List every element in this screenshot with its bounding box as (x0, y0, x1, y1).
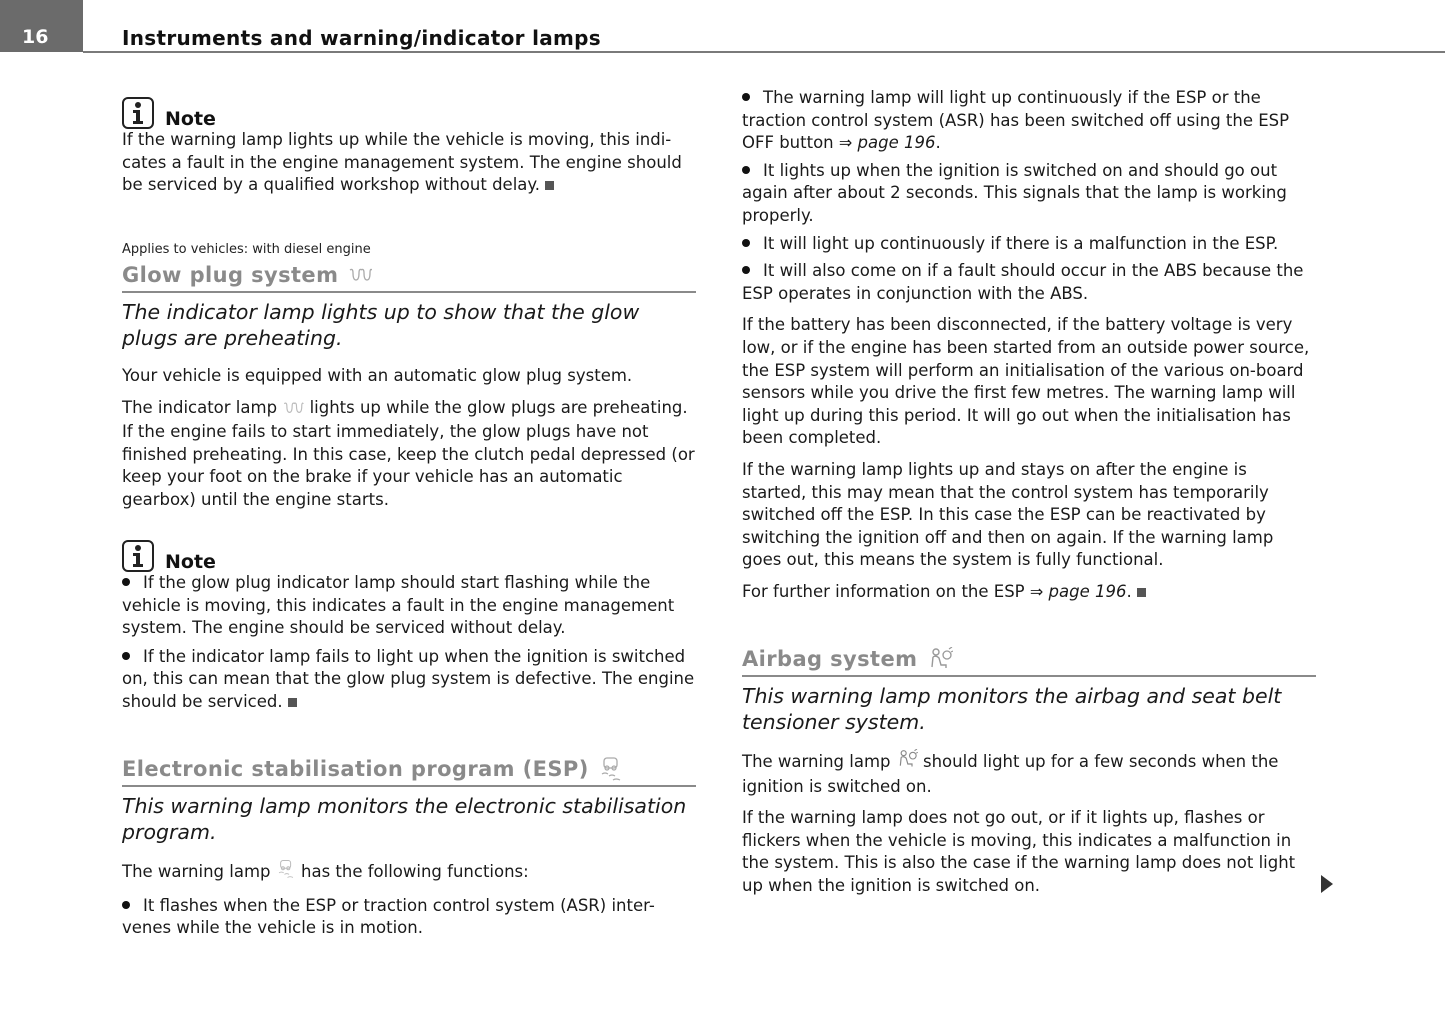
section-title-esp: Electronic stabilisation program (ESP) (122, 755, 696, 783)
glow-plug-section (122, 242, 696, 257)
esp-continued (742, 87, 1316, 603)
reference-arrow: ⇒ (838, 133, 853, 153)
paragraph: If the battery has been disconnected, if the battery voltage is very low, or if the engine has been started from an outside power source, the ESP system will perform an initialisation of the various on-board sensors while you drive the first few metres. The warning lamp will light up during this period. It will go out when the initialisation has been completed. (742, 315, 1310, 448)
section-lead: This warning lamp monitors the electronic stabilisation program. (122, 794, 687, 844)
note-label: Note (165, 108, 216, 130)
header-divider (83, 51, 1445, 53)
list-item: The warning lamp will light up continuously if the ESP or the traction control system (ASR) has been switched off using the ESP OFF button ⇒ page 196. (742, 88, 1290, 153)
end-of-section-marker (288, 698, 297, 707)
list-item: It lights up when the ignition is switched on and should go out again after about 2 seconds. This signals that the lamp is working properly. (742, 160, 1287, 225)
end-of-section-marker (1137, 588, 1146, 597)
note-heading (122, 93, 696, 129)
note-heading (122, 536, 696, 572)
paragraph: For further information on the ESP ⇒ page 196. (742, 581, 1316, 604)
list-item: If the indicator lamp fails to light up when the ignition is switched on, this can mean that the glow plug system is defective. The engine should be serviced. (122, 646, 695, 711)
note-text: If the warning lamp lights up while the vehicle is moving, this indi-cates a fault in the engine management system. The engine should be serviced by a qualified workshop without delay. (122, 130, 682, 195)
note-block-1 (122, 93, 696, 197)
list-item: It flashes when the ESP or traction control system (ASR) inter-venes while the vehicle is in motion. (122, 895, 655, 938)
esp-content (122, 793, 696, 940)
airbag-icon (896, 749, 918, 776)
paragraph: The warning lamp has the following functions: (122, 859, 696, 886)
bullet-dot (742, 266, 750, 274)
airbag-icon (927, 647, 953, 671)
glow-plug-icon (348, 267, 372, 283)
airbag-content (742, 683, 1316, 898)
info-icon (122, 97, 154, 129)
glow-plug-title-block (122, 261, 696, 293)
note-block-2 (122, 536, 696, 714)
airbag-title-block (742, 645, 1316, 677)
page-reference-link[interactable]: page 196 (1048, 581, 1127, 601)
end-of-section-marker (545, 181, 554, 190)
paragraph: If the warning lamp does not go out, or if it lights up, flashes or flickers when the vehicle is moving, this indicates a malfunction in the system. This is also the case if the warning lamp does not light up when the ignition is switched on. (742, 808, 1296, 895)
section-divider (122, 785, 696, 787)
paragraph: The warning lamp should light up for a few seconds when the ignition is switched on. (742, 749, 1316, 798)
bullet-dot (742, 239, 750, 247)
paragraph: If the warning lamp lights up and stays on after the engine is started, this may mean that the control system has temporarily switched off the ESP. In this case the ESP can be reactivated by switching the ignition off and then on again. If the warning lamp goes out, this means the system is fully functional. (742, 459, 1274, 570)
bullet-dot (742, 93, 750, 101)
paragraph: The indicator lamp lights up while the glow plugs are preheating. If the engine fails to start immediately, the glow plugs have not finished preheating. In this case, keep the clutch pedal depressed (or keep your foot on the brake if your vehicle has an automatic gearbox) until the engine starts. (122, 397, 695, 509)
bullet-dot (122, 901, 130, 909)
paragraph: Your vehicle is equipped with an automatic glow plug system. (122, 366, 633, 385)
glow-plug-icon (282, 399, 304, 422)
reference-arrow: ⇒ (1029, 581, 1044, 601)
next-page-arrow-icon[interactable] (1321, 875, 1333, 893)
bullet-dot (122, 578, 130, 586)
list-item: If the glow plug indicator lamp should start flashing while the vehicle is moving, this indicates a fault in the engine management system. The engine should be serviced without delay. (122, 573, 675, 638)
esp-title-block (122, 755, 696, 787)
info-icon (122, 540, 154, 572)
section-title-airbag: Airbag system (742, 645, 1316, 673)
glow-plug-content (122, 299, 696, 512)
section-lead: This warning lamp monitors the airbag and seat belt tensioner system. (742, 684, 1282, 734)
list-item: It will light up continuously if there is a malfunction in the ESP. (742, 233, 1316, 256)
page-reference-link[interactable]: page 196 (857, 133, 936, 153)
bullet-dot (742, 166, 750, 174)
section-divider (122, 291, 696, 293)
section-title-glow-plug: Glow plug system (122, 261, 696, 289)
esp-icon (599, 756, 623, 782)
section-lead: The indicator lamp lights up to show that the glow plugs are preheating. (122, 300, 640, 350)
applies-to-label: Applies to vehicles: with diesel engine (122, 242, 371, 257)
section-divider (742, 675, 1316, 677)
esp-icon (276, 859, 296, 886)
page-number: 16 (22, 26, 49, 48)
list-item: It will also come on if a fault should occur in the ABS because the ESP operates in conjunction with the ABS. (742, 261, 1304, 303)
note-label: Note (165, 551, 216, 573)
bullet-dot (122, 652, 130, 660)
page-title: Instruments and warning/indicator lamps (122, 26, 601, 50)
